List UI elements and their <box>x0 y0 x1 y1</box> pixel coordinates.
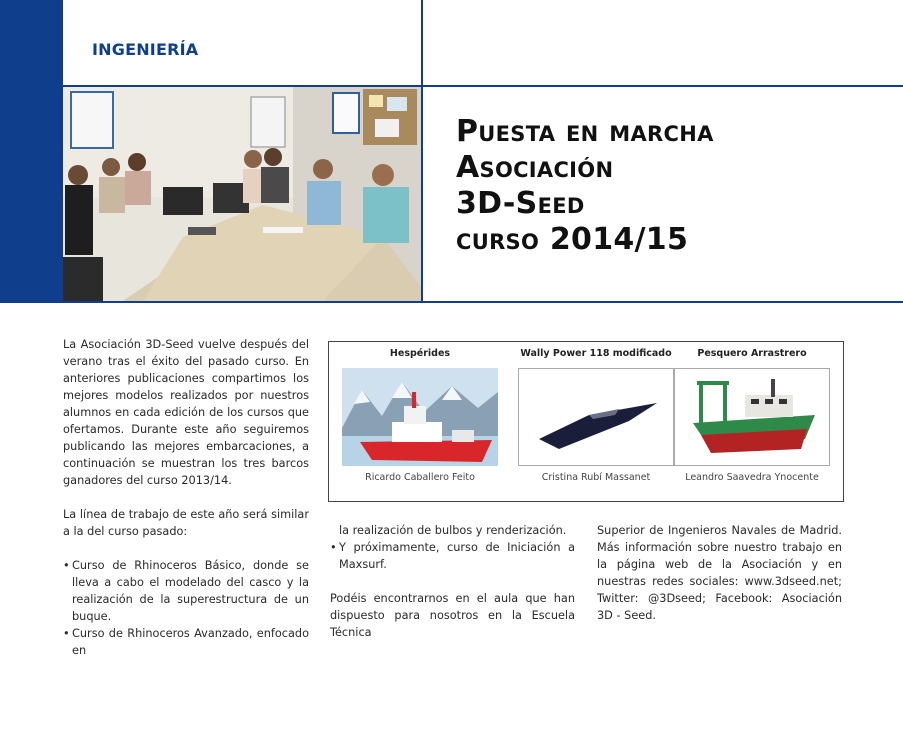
boat-render-hesperides <box>342 368 498 466</box>
list-item: • Curso de Rhinoceros Básico, donde se lleva a cabo el modelado del casco y la realización de la superestructura de un buque. <box>63 557 309 625</box>
boat-name: Pesquero Arrastrero <box>697 348 807 359</box>
title-line-3: 3D-Seed <box>456 186 585 221</box>
lead-paragraph: La línea de trabajo de este año será similar a la del curso pasado: <box>63 508 309 538</box>
trawler-icon <box>675 369 829 465</box>
left-accent-bar <box>0 0 63 302</box>
yacht-icon <box>519 369 673 465</box>
boat-name: Hespérides <box>389 348 451 359</box>
intro-paragraph: La Asociación 3D-Seed vuelve después del verano tras el éxito del pasado curso. En anteriores publicaciones compartimos los mejores modelos realizados por nuestros alumnos en cada edición de los cursos que ofertamos. Durante este año seguiremos publicando las mejores embarcaciones, a continuación se muestran los tres barcos ganadores del curso 2013/14. <box>63 338 309 487</box>
list-continuation: la realización de bulbos y renderización. <box>339 524 567 537</box>
boat-author: Ricardo Caballero Feito <box>365 472 475 483</box>
group-photo <box>63 87 421 301</box>
boat-render-pesquero <box>674 368 830 466</box>
title-line-2: Asociación <box>456 150 614 185</box>
location-paragraph: Podéis encontrarnos en el aula que han dispuesto para nosotros en la Escuela Técnica <box>330 592 575 639</box>
course-list <box>63 557 309 659</box>
title-line-4: curso 2014/15 <box>456 222 689 257</box>
group-photo-illustration <box>63 87 421 301</box>
text-column-3 <box>597 522 842 624</box>
boat-name: Wally Power 118 modificado <box>520 348 672 359</box>
list-item: • Curso de Rhinoceros Avanzado, enfocado en <box>63 625 309 659</box>
article-title <box>456 114 714 258</box>
boats-figure <box>328 341 844 502</box>
text-column-2 <box>330 522 575 641</box>
section-label: INGENIERÍA <box>92 40 199 59</box>
boat-render-wally-power <box>518 368 674 466</box>
course-list-continued <box>330 539 575 573</box>
boat-author: Leandro Saavedra Ynocente <box>685 472 819 483</box>
ship-icon <box>342 368 498 466</box>
boat-author: Cristina Rubí Massanet <box>541 472 651 483</box>
hero-bottom-divider <box>0 301 903 303</box>
list-item: • Y próximamente, curso de Iniciación a Maxsurf. <box>330 539 575 573</box>
hero-vertical-divider <box>421 0 423 302</box>
contact-paragraph: Superior de Ingenieros Navales de Madrid. Más información sobre nuestro trabajo en la página web de la Asociación y en nuestras redes sociales: www.3dseed.net; Twitter: @3Dseed; Facebook: Asociación 3D - Seed. <box>597 524 842 622</box>
title-line-1: Puesta en marcha <box>456 114 714 149</box>
text-column-1 <box>63 336 309 659</box>
